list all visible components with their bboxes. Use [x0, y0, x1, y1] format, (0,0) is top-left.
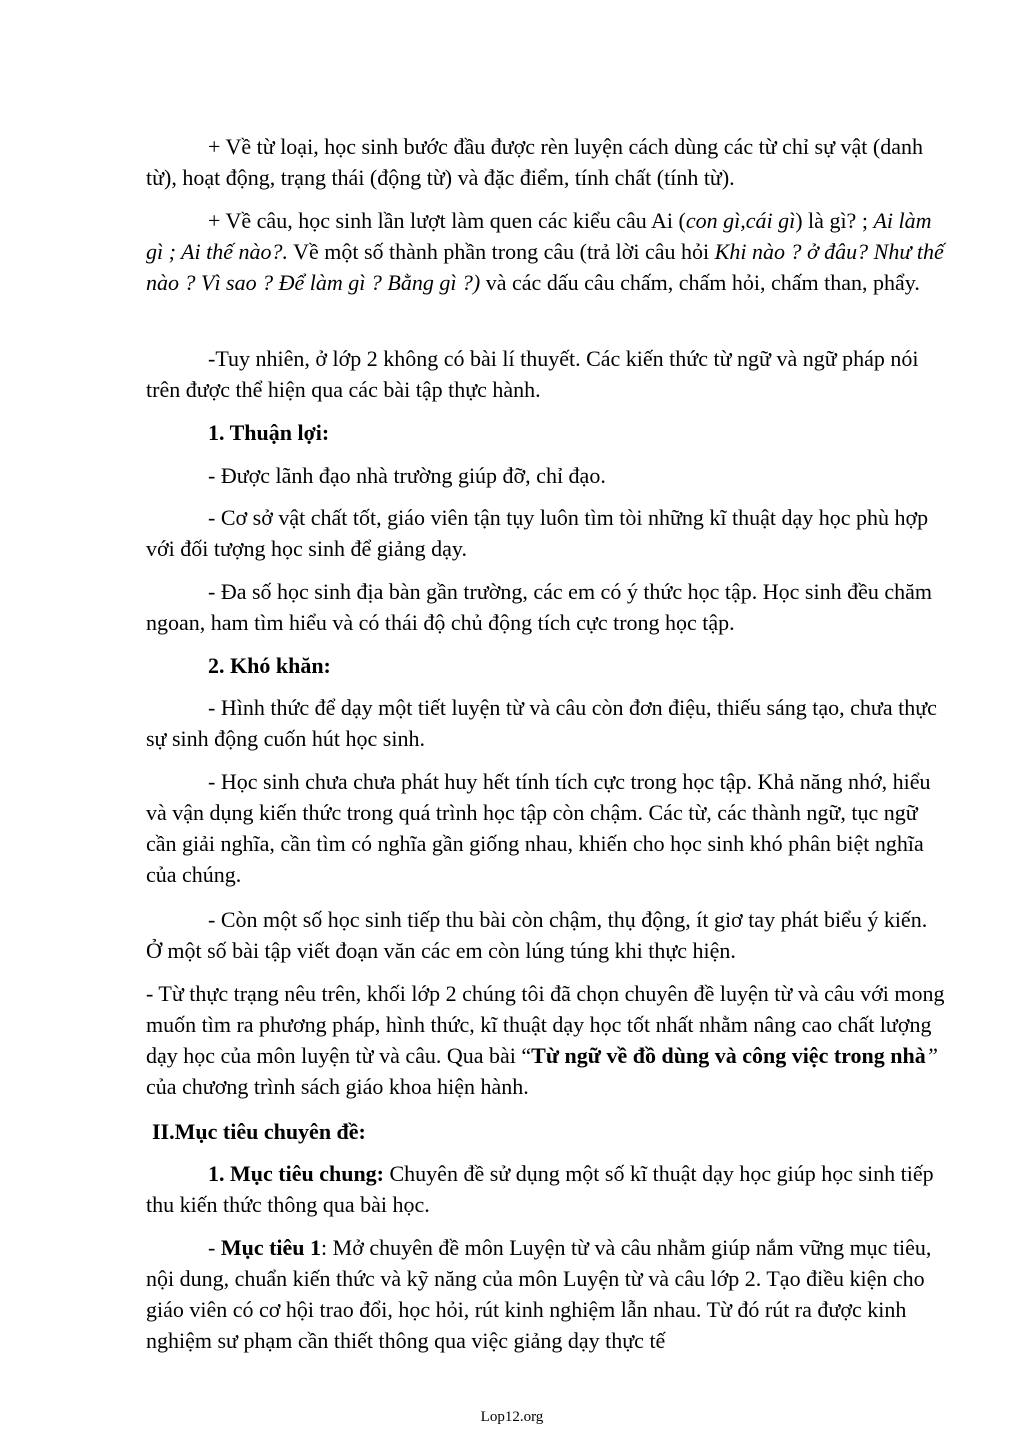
paragraph-general-objective — [146, 1158, 946, 1220]
text-run: và các dấu câu chấm, chấm hỏi, chấm than, phẩy. — [480, 270, 920, 295]
text-run: ) là gì? ; — [795, 208, 874, 233]
paragraph-conclusion — [146, 978, 946, 1102]
paragraph-objective-1 — [146, 1232, 946, 1356]
text-run: Về một số thành phần trong câu (trả lời câu hỏi — [287, 239, 715, 264]
heading-objectives: II.Mục tiêu chuyên đề: — [152, 1119, 366, 1144]
bold-label: 1. Mục tiêu chung: — [208, 1161, 384, 1186]
italic-run: Khi nào ? ở đâu? Như thế nào ? Vì sao ? Để làm gì ? Bằng gì ?) — [146, 239, 944, 295]
paragraph-advantage-1: - Được lãnh đạo nhà trường giúp đỡ, chỉ đạo. — [208, 463, 606, 488]
text-run: - — [208, 1235, 221, 1260]
paragraph-difficulty-3: - Còn một số học sinh tiếp thu bài còn chậm, thụ động, ít giơ tay phát biểu ý kiến. Ở một số bài tập viết đoạn văn các em còn lúng túng khi thực hiện. — [146, 907, 928, 963]
text-run: của chương trình sách giáo khoa hiện hành. — [146, 1074, 529, 1099]
paragraph-advantage-2: - Cơ sở vật chất tốt, giáo viên tận tụy luôn tìm tòi những kĩ thuật dạy học phù hợp với đối tượng học sinh để giảng dạy. — [146, 505, 929, 561]
paragraph-difficulty-2: - Học sinh chưa chưa phát huy hết tính tích cực trong học tập. Khả năng nhớ, hiểu và vận dụng kiến thức trong quá trình học tập còn chậm. Các từ, các thành ngữ, tục ngữ cần giải nghĩa, cần tìm có nghĩa gần giống nhau, khiến cho học sinh khó phân biệt nghĩa của chúng. — [146, 769, 931, 887]
paragraph-difficulty-1: - Hình thức để dạy một tiết luyện từ và câu còn đơn điệu, thiếu sáng tạo, chưa thực sự sinh động cuốn hút học sinh. — [146, 695, 937, 751]
heading-difficulties: 2. Khó khăn: — [208, 653, 331, 678]
text-run: + Về câu, học sinh lần lượt làm quen các kiểu câu Ai ( — [208, 208, 686, 233]
bold-label: Mục tiêu 1 — [220, 1235, 322, 1260]
paragraph-word-types: + Về từ loại, học sinh bước đầu được rèn luyện cách dùng các từ chỉ sự vật (danh từ), hoạt động, trạng thái (động từ) và đặc điểm, tính chất (tính từ). — [146, 134, 923, 190]
italic-run: ” — [925, 1043, 938, 1068]
paragraph-sentence-types — [146, 205, 946, 298]
text-run: - Từ thực trạng nêu trên, khối lớp 2 chúng tôi đã chọn chuyên đề luyện từ và câu với mong muốn tìm ra phương pháp, hình thức, kĩ thuật dạy học tốt nhất nhằm nâng cao chất lượng dạy học của môn luyện từ và câu. Qua bài “ — [146, 981, 945, 1068]
paragraph-advantage-3: - Đa số học sinh địa bàn gần trường, các em có ý thức học tập. Học sinh đều chăm ngoan, ham tìm hiểu và có thái độ chủ động tích cực trong học tập. — [146, 579, 932, 635]
page-footer: Lop12.org — [480, 1409, 544, 1425]
bold-lesson-title: Từ ngữ về đồ dùng và công việc trong nhà — [531, 1043, 926, 1068]
heading-advantages: 1. Thuận lợi: — [208, 420, 330, 445]
italic-run: con gì,cái gì — [685, 208, 796, 233]
text-run: Chuyên đề sử dụng một số kĩ thuật dạy học giúp học sinh tiếp thu kiến thức thông qua bài học. — [146, 1161, 934, 1217]
paragraph-no-theory: -Tuy nhiên, ở lớp 2 không có bài lí thuyết. Các kiến thức từ ngữ và ngữ pháp nói trên được thể hiện qua các bài tập thực hành. — [146, 346, 919, 402]
italic-run: Ai làm gì ; Ai thế nào?. — [146, 208, 932, 264]
text-run: : Mở chuyên đề môn Luyện từ và câu nhằm giúp nắm vững mục tiêu, nội dung, chuẩn kiến thức và kỹ năng của môn Luyện từ và câu lớp 2. Tạo điều kiện cho giáo viên có cơ hội trao đổi, học hỏi, rút kinh nghiệm lẫn nhau. Từ đó rút ra được kinh nghiệm sư phạm cần thiết thông qua việc giảng dạy thực tế — [146, 1235, 932, 1353]
